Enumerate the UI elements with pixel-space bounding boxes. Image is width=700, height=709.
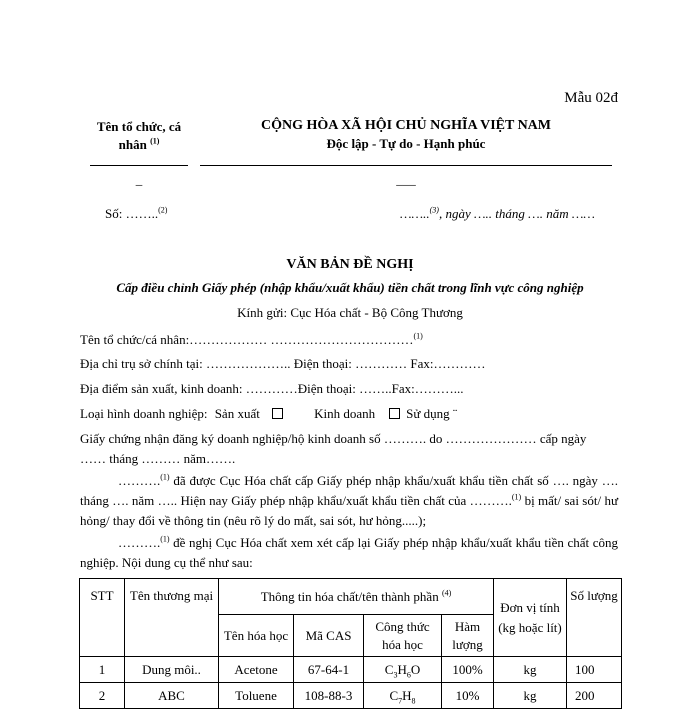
header-stt: STT [80, 579, 125, 657]
chemical-table [79, 578, 622, 709]
cell-stt: 2 [80, 683, 125, 709]
org-line-1: Tên tổ chức, cá [96, 119, 182, 134]
org-line-2: nhân $^{(1)}$ [118, 136, 160, 152]
table-row [80, 683, 622, 709]
cell-formula: $C_3H_6O$ [364, 657, 442, 683]
header-quantity: Số lượng [567, 579, 622, 657]
cell-cas: 108-88-3 [294, 683, 364, 709]
table-row [80, 657, 622, 683]
cell-stt: 1 [80, 657, 125, 683]
doc-title: VĂN BẢN ĐỀ NGHỊ [286, 257, 414, 272]
header-formula: Công thức hóa học [364, 615, 442, 657]
header-chemical-info: Thông tin hóa chất/tên thành phần $^{(4)}$ [219, 579, 494, 615]
paragraph-2: ……….$^{(1)}$ đề nghị Cục Hóa chất xem xét cấp lại Giấy phép nhập khẩu/xuất khẩu tiền chất công nghiệp. Nội dung cụ thể như sau: [80, 534, 618, 570]
checkbox-production[interactable] [272, 408, 283, 419]
form-code: Mẫu 02đ [564, 90, 618, 106]
header-chemical-name: Tên hóa học [219, 615, 294, 657]
biz-opt-using: Sử dụng [406, 406, 450, 421]
org-header [80, 118, 198, 154]
biz-opt-trading: Kinh doanh [314, 406, 376, 421]
motto: Độc lập - Tự do - Hạnh phúc [326, 136, 486, 151]
header-unit: Đơn vị tính (kg hoặc lít) [494, 579, 567, 657]
checkbox-using[interactable]: ¨ [452, 406, 458, 421]
cert-line-2: …… tháng ……… năm……. [80, 451, 236, 466]
biz-opt-production: Sản xuất [214, 406, 260, 421]
cell-unit: kg [494, 657, 567, 683]
cell-formula: $C_7H_8$ [364, 683, 442, 709]
biz-type-label: Loại hình doanh nghiệp: [80, 406, 208, 421]
cell-qty: 200 [567, 683, 622, 709]
biz-type-field [80, 406, 620, 422]
doc-number: Số: ……..$^{(2)}$ [105, 205, 168, 221]
paragraph-1: ……….$^{(1)}$ đã được Cục Hóa chất cấp Giấy phép nhập khẩu/xuất khẩu tiền chất số …. ngày …. tháng …. năm ….. Hiện nay Giấy phép nhập khẩu/xuất khẩu tiền chất của ……….$^{(1)}$ bị mất/ sai sót/ hư hỏng/ thay đổi về thông tin (nêu rõ lý do mất, sai sót, hư hỏng.....); [80, 472, 618, 528]
production-field: Địa điểm sản xuất, kinh doanh: …………Điện thoại: ……..Fax:………... [80, 381, 464, 396]
cell-qty: 100 [567, 657, 622, 683]
country-name: CỘNG HÒA XÃ HỘI CHỦ NGHĨA VIỆT NAM [260, 118, 551, 133]
address-field: Địa chỉ trụ sở chính tại: ……………….. Điện thoại: ………… Fax:………… [80, 356, 486, 371]
header-cas: Mã CAS [294, 615, 364, 657]
cell-name: Acetone [219, 657, 294, 683]
cell-trade: ABC [125, 683, 219, 709]
org-dash: _ [135, 172, 143, 187]
header-trade-name: Tên thương mại [125, 579, 219, 657]
doc-subtitle: Cấp điều chỉnh Giấy phép (nhập khẩu/xuất khẩu) tiền chất trong lĩnh vực công nghiệp [116, 280, 584, 295]
org-underline [90, 165, 188, 166]
motto-dash: ___ [396, 172, 416, 187]
org-name-field: Tên tổ chức/cá nhân:……………… ……………………………$^{(1)}$ [80, 331, 423, 347]
motto-underline [200, 165, 612, 166]
header-content: Hàm lượng [442, 615, 494, 657]
cert-line-1: Giấy chứng nhận đăng ký doanh nghiệp/hộ kinh doanh số ………. do ………………… cấp ngày [80, 431, 587, 446]
cell-unit: kg [494, 683, 567, 709]
cell-content: 100% [442, 657, 494, 683]
cell-name: Toluene [219, 683, 294, 709]
cell-cas: 67-64-1 [294, 657, 364, 683]
cell-content: 10% [442, 683, 494, 709]
place-date: ……..$^{(3)}$, ngày ….. tháng …. năm …… [400, 205, 595, 221]
checkbox-trading[interactable] [389, 408, 400, 419]
recipient: Kính gửi: Cục Hóa chất - Bộ Công Thương [237, 305, 463, 320]
cell-trade: Dung môi.. [125, 657, 219, 683]
